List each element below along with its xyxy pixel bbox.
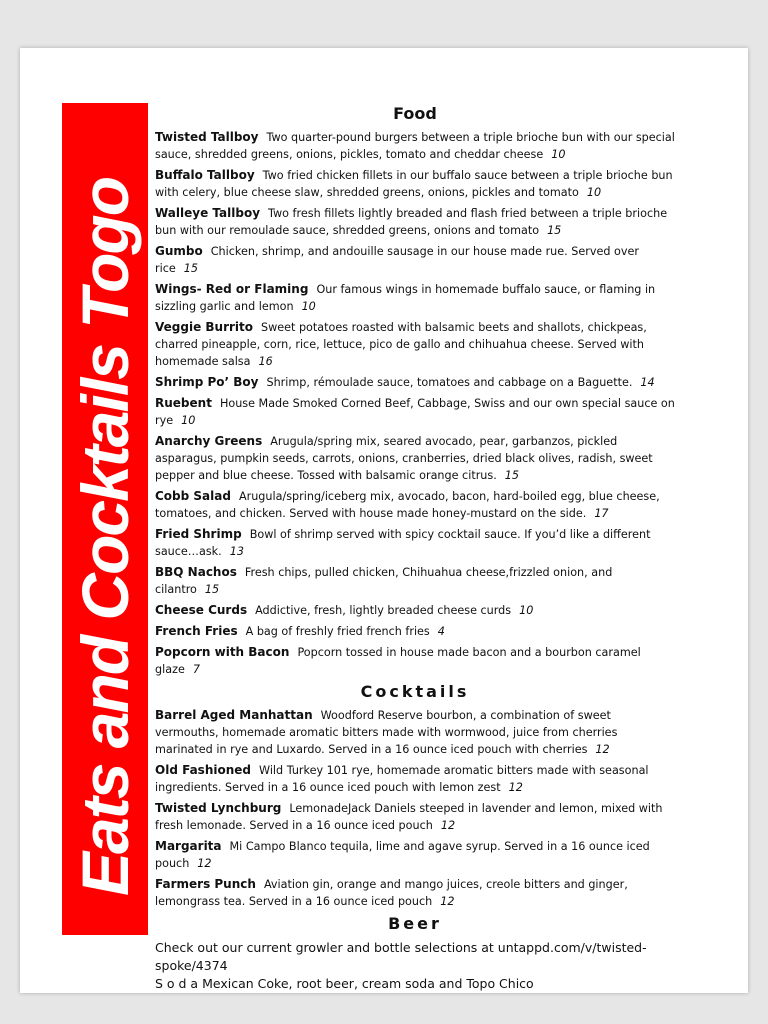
food-item	[155, 526, 675, 560]
cocktail-item	[155, 876, 675, 910]
cocktail-item-price: 12	[508, 781, 523, 794]
food-heading: Food	[393, 104, 437, 123]
food-item-name: BBQ Nachos	[155, 565, 237, 579]
food-item-price: 17	[594, 507, 609, 520]
food-item-name: Cobb Salad	[155, 489, 231, 503]
cocktail-item-name: Barrel Aged Manhattan	[155, 708, 313, 722]
food-item-description: Shrimp, rémoulade sauce, tomatoes and cabbage on a Baguette.	[266, 376, 633, 389]
food-item-name: Walleye Tallboy	[155, 206, 261, 220]
cocktail-item	[155, 707, 675, 758]
food-item	[155, 623, 675, 640]
menu-content	[155, 104, 675, 993]
food-item-name: Twisted Tallboy	[155, 130, 259, 144]
food-item-description: House Made Smoked Corned Beef, Cabbage, Swiss and our own special sauce on rye	[155, 397, 675, 427]
cocktail-list	[155, 707, 675, 910]
food-item	[155, 433, 675, 484]
food-item-price: 15	[547, 224, 562, 237]
food-item-name: Wings- Red or Flaming	[155, 282, 309, 296]
food-item-price: 15	[183, 262, 198, 275]
food-item-price: 13	[229, 545, 244, 558]
cocktail-item-price: 12	[440, 895, 455, 908]
cocktails-heading: Cocktails	[360, 682, 470, 701]
cocktail-item	[155, 762, 675, 796]
food-item-name: Cheese Curds	[155, 603, 248, 617]
food-item	[155, 243, 675, 277]
food-item-name: Veggie Burrito	[155, 320, 253, 334]
food-item-price: 15	[504, 469, 520, 482]
cocktail-item-name: Farmers Punch	[155, 877, 256, 891]
soda-text: Mexican Coke, root beer, cream soda and Topo Chico	[202, 976, 534, 991]
food-item	[155, 319, 675, 370]
food-item-name: Popcorn with Bacon	[155, 645, 290, 659]
beer-info: Check out our current growler and bottle selections at untappd.com/v/twisted-spoke/4374	[155, 940, 647, 973]
cocktail-item-price: 12	[197, 857, 212, 870]
food-item-description: Fresh chips, pulled chicken, Chihuahua cheese,frizzled onion, and cilantro	[155, 566, 613, 596]
food-item-price: 10	[519, 604, 534, 617]
food-item	[155, 488, 675, 522]
food-item-description: Arugula/spring/iceberg mix, avocado, bacon, hard-boiled egg, blue cheese, tomatoes, and chicken. Served with house made honey-mustard on the side.	[155, 490, 660, 520]
food-item-price: 7	[192, 663, 200, 676]
food-item	[155, 281, 675, 315]
food-item-description: Popcorn tossed in house made bacon and a bourbon caramel glaze	[155, 646, 641, 676]
food-item-price: 10	[551, 148, 566, 161]
cocktail-item-name: Old Fashioned	[155, 763, 251, 777]
food-item	[155, 129, 675, 163]
food-item-description: Bowl of shrimp served with spicy cocktail sauce. If you’d like a different sauce…ask.	[155, 528, 651, 558]
food-item-name: Gumbo	[155, 244, 203, 258]
cocktail-item-name: Twisted Lynchburg	[155, 801, 282, 815]
cocktail-item-description: Mi Campo Blanco tequila, lime and agave syrup. Served in a 16 ounce iced pouch	[155, 840, 650, 870]
food-item	[155, 167, 675, 201]
food-item-name: Shrimp Po’ Boy	[155, 375, 259, 389]
food-item-price: 10	[181, 414, 196, 427]
soda-label: S o d a	[155, 976, 199, 991]
cocktail-item-description: LemonadeJack Daniels steeped in lavender and lemon, mixed with fresh lemonade. Served in a 16 ounce iced pouch	[155, 802, 663, 832]
cocktail-item	[155, 800, 675, 834]
food-item-description: Sweet potatoes roasted with balsamic beets and shallots, chickpeas, charred pineapple, corn, rice, lettuce, pico de gallo and chihuahua cheese. Served with homemade salsa	[155, 321, 647, 368]
food-item-description: Two fresh fillets lightly breaded and flash fried between a triple brioche bun with our remoulade sauce, shredded greens, onions and tomato	[155, 207, 668, 237]
food-item-description: Two fried chicken fillets in our buffalo sauce between a triple brioche bun with celery, blue cheese slaw, shredded greens, onions, pickles and tomato	[155, 169, 673, 199]
food-item-name: Buffalo Tallboy	[155, 168, 255, 182]
cocktail-item-price: 12	[440, 819, 456, 832]
food-item-name: Ruebent	[155, 396, 212, 410]
food-item-price: 4	[437, 625, 445, 638]
cocktail-item-price: 12	[595, 743, 610, 756]
food-item-description: Two quarter-pound burgers between a triple brioche bun with our special sauce, shredded greens, onions, pickles, tomato and cheddar cheese	[155, 131, 675, 161]
cocktail-item-name: Margarita	[155, 839, 222, 853]
food-item-description: Addictive, fresh, lightly breaded cheese curds	[255, 604, 512, 617]
cocktail-item-description: Woodford Reserve bourbon, a combination of sweet vermouths, homemade aromatic bitters made with wormwood, juice from cherries marinated in rye and Luxardo. Served in a 16 ounce iced pouch with cherries	[155, 709, 618, 756]
cocktail-item	[155, 838, 675, 872]
food-item-description: Arugula/spring mix, seared avocado, pear, garbanzos, pickled asparagus, pumpkin seeds, carrots, onions, cranberries, dried black olives, radish, sweet pepper and blue cheese. Tossed with balsamic orange citrus.	[155, 435, 653, 482]
food-item-description: A bag of freshly fried french fries	[245, 625, 430, 638]
food-item-price: 15	[204, 583, 220, 596]
beer-heading: Beer	[388, 914, 442, 933]
food-item-name: French Fries	[155, 624, 238, 638]
food-item	[155, 395, 675, 429]
food-item-description: Chicken, shrimp, and andouille sausage in our house made rue. Served over rice	[155, 245, 639, 275]
food-item	[155, 374, 675, 391]
food-item-price: 16	[258, 355, 273, 368]
banner-title: Eats and Cocktails Togo	[68, 177, 142, 897]
food-list	[155, 129, 675, 678]
food-item-price: 10	[301, 300, 316, 313]
food-item	[155, 644, 675, 678]
soda-info	[155, 975, 675, 993]
food-item	[155, 564, 675, 598]
food-item	[155, 602, 675, 619]
food-item-description: Our famous wings in homemade buffalo sauce, or flaming in sizzling garlic and lemon	[155, 283, 656, 313]
food-item-name: Anarchy Greens	[155, 434, 263, 448]
food-item-price: 10	[586, 186, 602, 199]
food-item-price: 14	[640, 376, 655, 389]
cocktail-item-description: Wild Turkey 101 rye, homemade aromatic bitters made with seasonal ingredients. Served in a 16 ounce iced pouch with lemon zest	[155, 764, 649, 794]
food-item-name: Fried Shrimp	[155, 527, 242, 541]
food-item	[155, 205, 675, 239]
cocktail-item-description: Aviation gin, orange and mango juices, creole bitters and ginger, lemongrass tea. Served in a 16 ounce iced pouch	[155, 878, 628, 908]
